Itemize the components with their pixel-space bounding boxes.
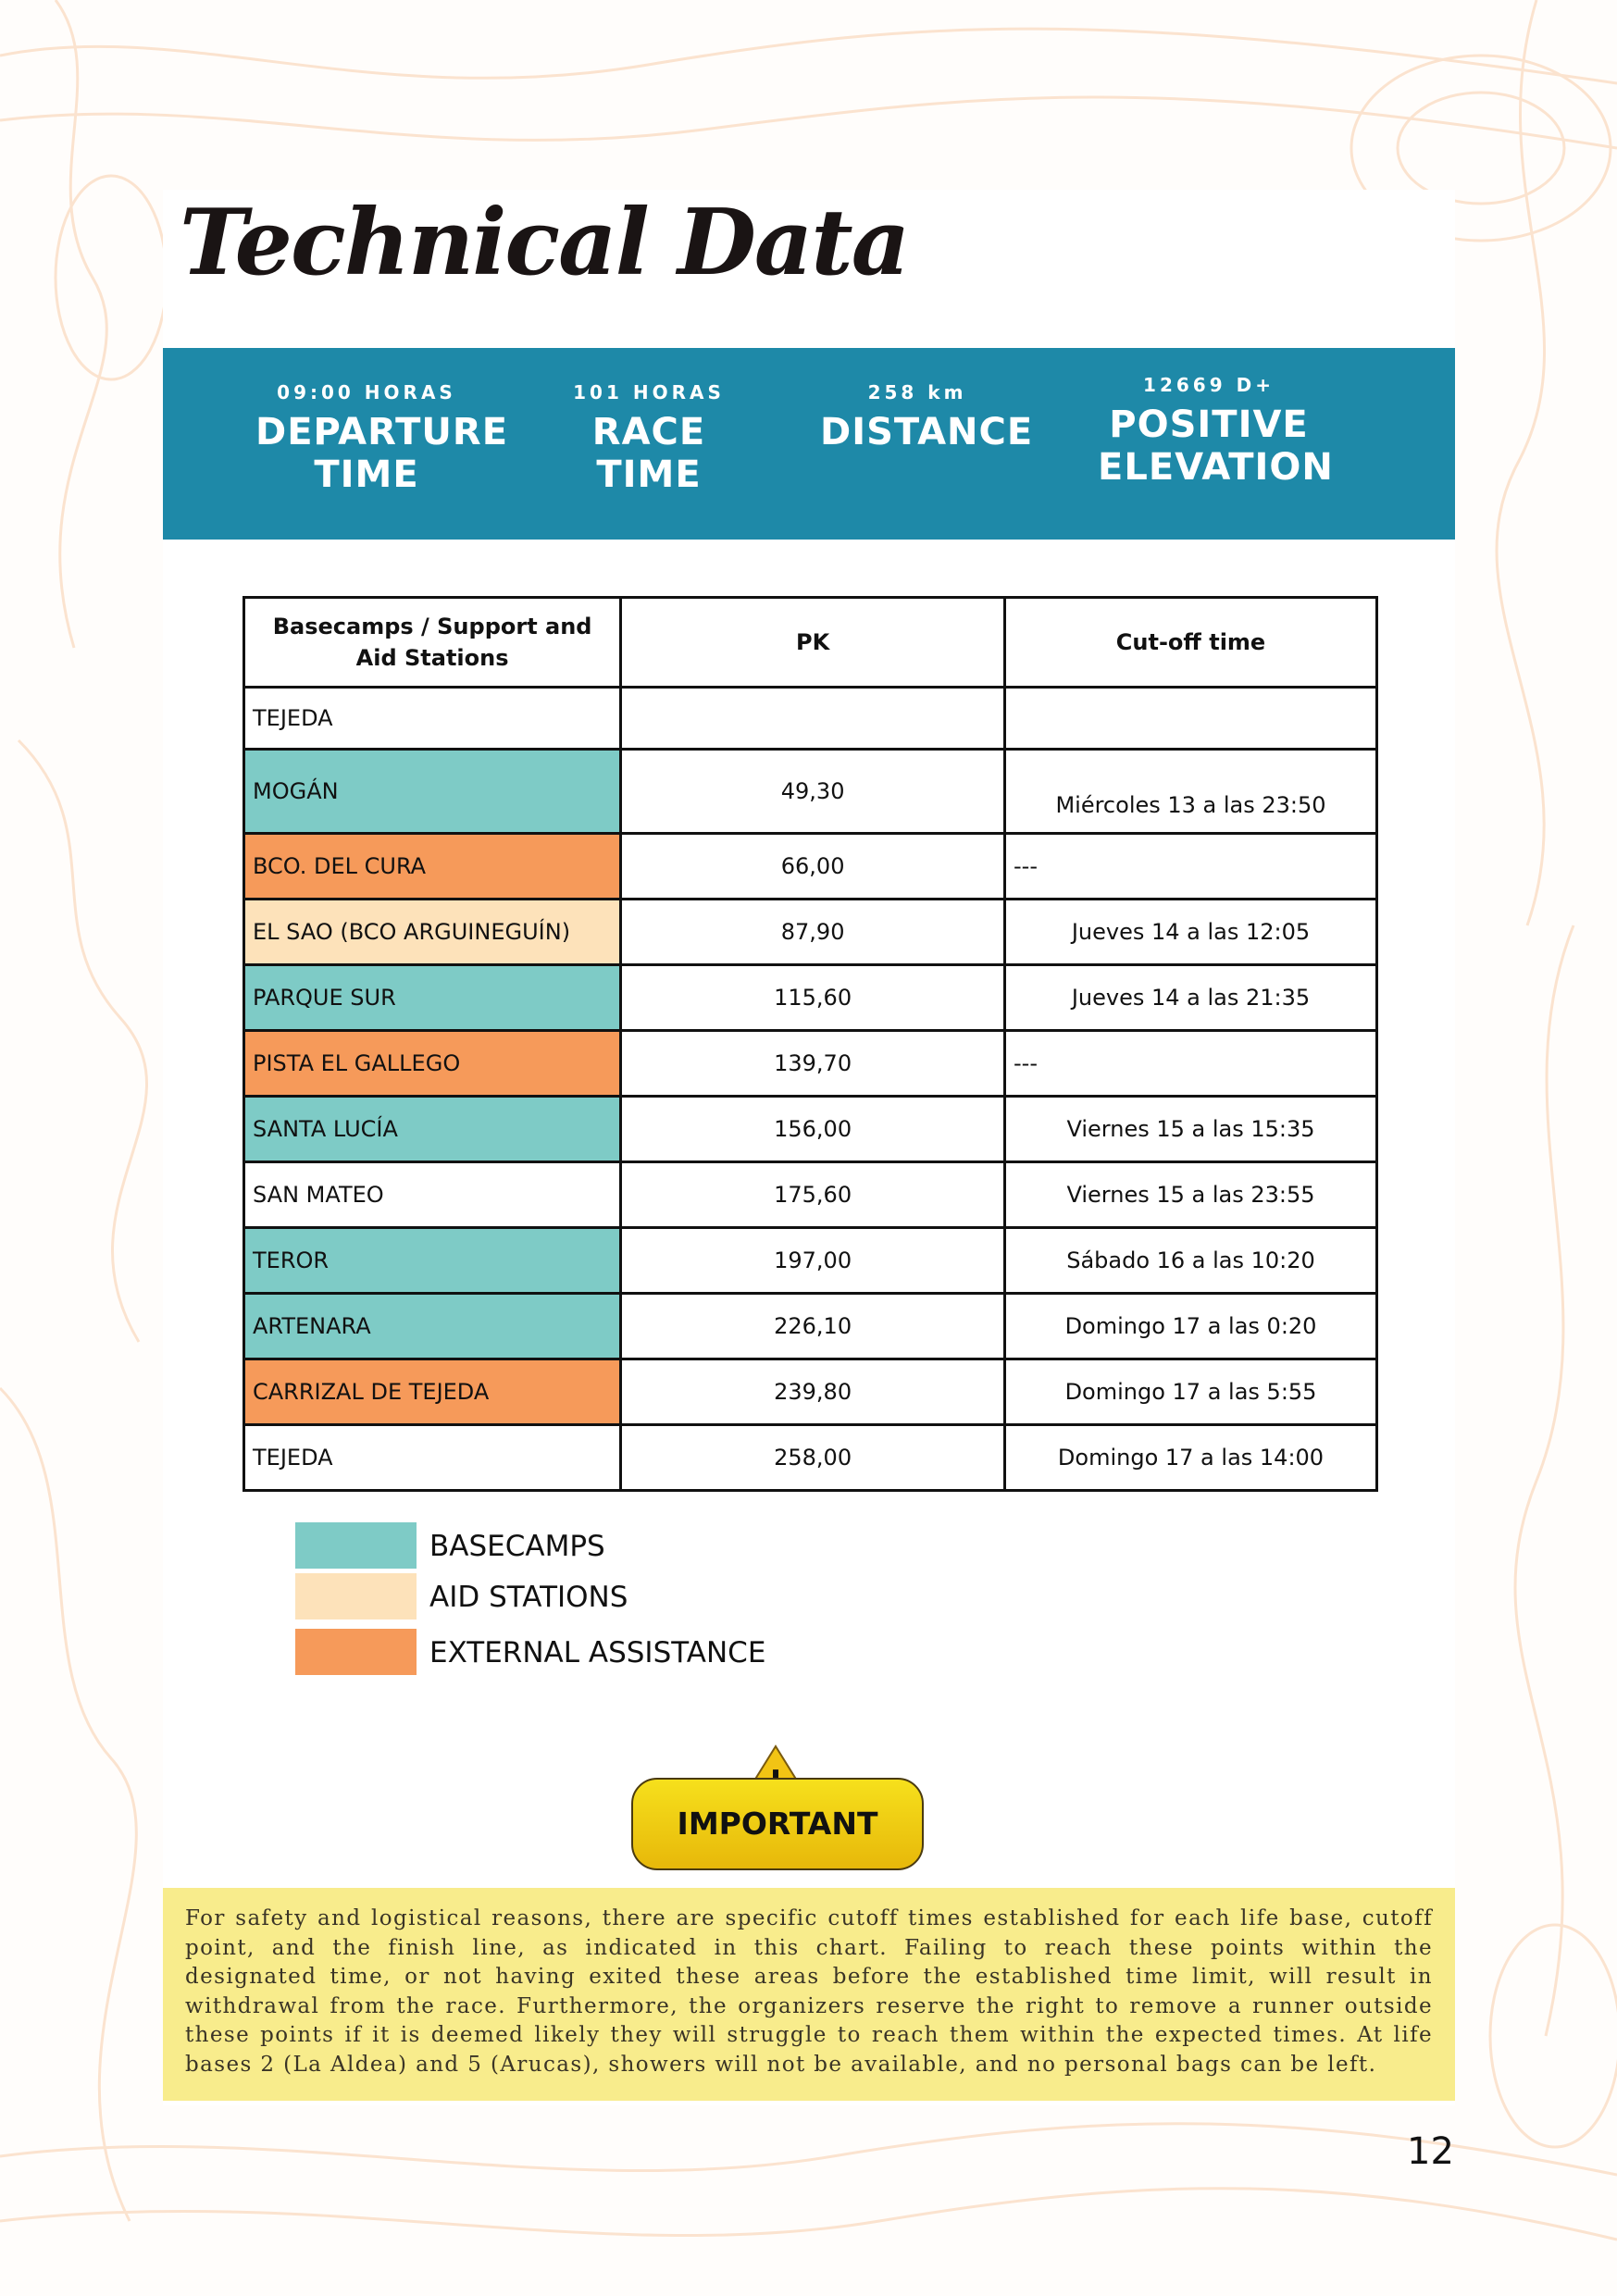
station-name: BCO. DEL CURA bbox=[244, 834, 621, 900]
page-number: 12 bbox=[1407, 2130, 1454, 2173]
stat-departure-time bbox=[255, 348, 509, 496]
legend-swatch bbox=[295, 1573, 417, 1620]
legend-item-external-assistance bbox=[295, 1629, 851, 1677]
page-title: Technical Data bbox=[180, 190, 909, 296]
important-notice bbox=[163, 1888, 1455, 2101]
station-name: PARQUE SUR bbox=[244, 965, 621, 1031]
stat-value: 258 km bbox=[867, 381, 967, 403]
station-name: TEROR bbox=[244, 1228, 621, 1294]
table-row bbox=[244, 900, 1377, 965]
station-cutoff: Domingo 17 a las 0:20 bbox=[1005, 1294, 1377, 1359]
stat-label-line2: TIME bbox=[314, 453, 419, 496]
table-row bbox=[244, 1294, 1377, 1359]
table-row bbox=[244, 1228, 1377, 1294]
station-cutoff: Miércoles 13 a las 23:50 bbox=[1005, 750, 1377, 834]
station-cutoff: Jueves 14 a las 21:35 bbox=[1005, 965, 1377, 1031]
station-name: ARTENARA bbox=[244, 1294, 621, 1359]
legend-swatch bbox=[295, 1629, 417, 1675]
table-row bbox=[244, 834, 1377, 900]
station-pk: 156,00 bbox=[621, 1097, 1005, 1162]
station-pk: 49,30 bbox=[621, 750, 1005, 834]
legend-item-aid-stations bbox=[295, 1573, 851, 1621]
station-pk: 175,60 bbox=[621, 1162, 1005, 1228]
station-cutoff: --- bbox=[1005, 1031, 1377, 1097]
station-pk: 226,10 bbox=[621, 1294, 1005, 1359]
stat-label-line2: ELEVATION bbox=[1098, 446, 1334, 489]
table-row bbox=[244, 1425, 1377, 1491]
station-name: TEJEDA bbox=[244, 1425, 621, 1491]
station-name: SAN MATEO bbox=[244, 1162, 621, 1228]
station-name: MOGÁN bbox=[244, 750, 621, 834]
station-cutoff: Sábado 16 a las 10:20 bbox=[1005, 1228, 1377, 1294]
station-cutoff bbox=[1005, 688, 1377, 750]
station-name: TEJEDA bbox=[244, 688, 621, 750]
station-pk: 66,00 bbox=[621, 834, 1005, 900]
station-cutoff: Viernes 15 a las 23:55 bbox=[1005, 1162, 1377, 1228]
stat-value: 12669 D+ bbox=[1143, 374, 1275, 396]
table-row bbox=[244, 1162, 1377, 1228]
stat-value: 101 HORAS bbox=[573, 381, 725, 403]
station-pk bbox=[621, 688, 1005, 750]
stat-label-line1: RACE bbox=[591, 411, 706, 453]
station-name: EL SAO (BCO ARGUINEGUÍN) bbox=[244, 900, 621, 965]
table-row bbox=[244, 1031, 1377, 1097]
table-row bbox=[244, 1359, 1377, 1425]
legend-label: BASECAMPS bbox=[429, 1530, 605, 1563]
station-name: PISTA EL GALLEGO bbox=[244, 1031, 621, 1097]
header-cutoff: Cut-off time bbox=[1005, 598, 1377, 688]
station-pk: 87,90 bbox=[621, 900, 1005, 965]
race-stats-banner bbox=[163, 348, 1455, 540]
important-badge: IMPORTANT bbox=[631, 1778, 924, 1870]
legend-swatch bbox=[295, 1522, 417, 1569]
notice-text: For safety and logistical reasons, there are specific cutoff times established for each life base, cutoff point, and the finish line, as indicated in this chart. Failing to reach these points within the designated time, or not having exited these areas before the established time limit, will result in withdrawal from the race. Furthermore, the organizers reserve the right to remove a runner outside these points if it is deemed likely they will struggle to reach them within the expected times. At life bases 2 (La Aldea) and 5 (Arucas), showers will not be available, and no personal bags can be left. bbox=[185, 1906, 1433, 2077]
cutoff-table bbox=[243, 596, 1378, 1492]
table-row bbox=[244, 750, 1377, 834]
stat-label-line1: DEPARTURE bbox=[255, 411, 509, 453]
station-pk: 115,60 bbox=[621, 965, 1005, 1031]
legend-label: EXTERNAL ASSISTANCE bbox=[429, 1636, 766, 1669]
stat-label-line1: DISTANCE bbox=[820, 411, 1034, 453]
stat-label-line2: TIME bbox=[596, 453, 702, 496]
stat-label-line1: POSITIVE bbox=[1109, 403, 1309, 446]
station-cutoff: Domingo 17 a las 14:00 bbox=[1005, 1425, 1377, 1491]
station-cutoff: Jueves 14 a las 12:05 bbox=[1005, 900, 1377, 965]
station-cutoff: Domingo 17 a las 5:55 bbox=[1005, 1359, 1377, 1425]
legend-label: AID STATIONS bbox=[429, 1581, 628, 1614]
station-pk: 139,70 bbox=[621, 1031, 1005, 1097]
station-pk: 239,80 bbox=[621, 1359, 1005, 1425]
table-header-row bbox=[244, 598, 1377, 688]
station-pk: 197,00 bbox=[621, 1228, 1005, 1294]
legend-item-basecamps bbox=[295, 1522, 851, 1570]
station-name: SANTA LUCÍA bbox=[244, 1097, 621, 1162]
station-cutoff: Viernes 15 a las 15:35 bbox=[1005, 1097, 1377, 1162]
table-row bbox=[244, 1097, 1377, 1162]
station-pk: 258,00 bbox=[621, 1425, 1005, 1491]
table-row bbox=[244, 688, 1377, 750]
stat-positive-elevation bbox=[1098, 348, 1334, 489]
station-name: CARRIZAL DE TEJEDA bbox=[244, 1359, 621, 1425]
header-pk: PK bbox=[621, 598, 1005, 688]
header-stations: Basecamps / Support and Aid Stations bbox=[244, 598, 621, 688]
important-callout bbox=[629, 1744, 926, 1874]
table-row bbox=[244, 965, 1377, 1031]
stat-distance bbox=[820, 348, 1034, 453]
station-cutoff: --- bbox=[1005, 834, 1377, 900]
stat-value: 09:00 HORAS bbox=[277, 381, 456, 403]
stat-race-time bbox=[570, 348, 728, 496]
